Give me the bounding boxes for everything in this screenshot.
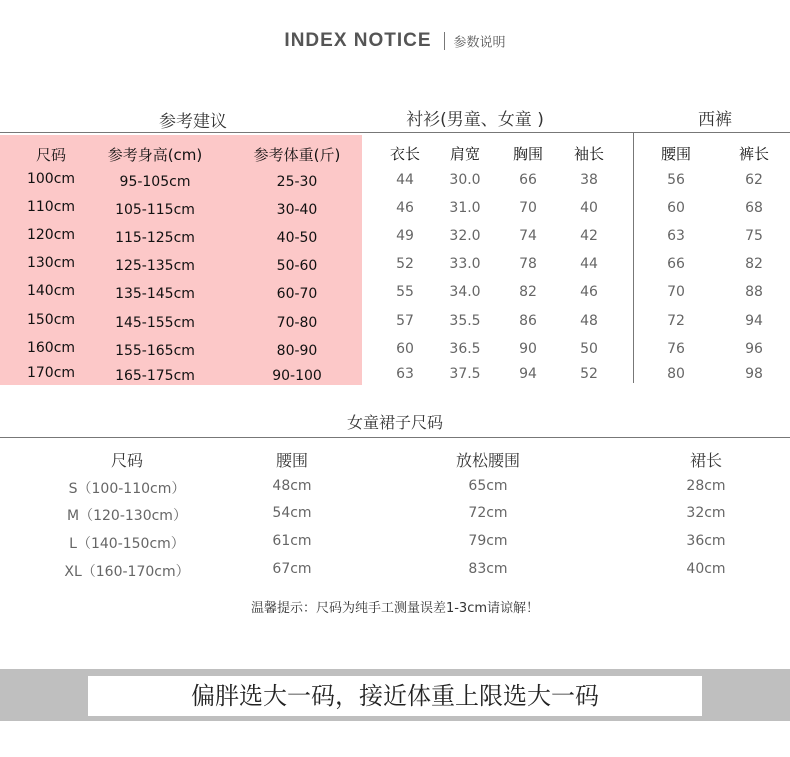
table-cell: 70 [667,284,685,300]
table-cell: 30-40 [276,202,318,218]
table-cell: 52 [396,256,414,272]
table-cell: 125-135cm [115,258,195,274]
table-cell: 46 [580,284,598,300]
group-header-shirt: 衬衫(男童、女童 ) [406,110,544,130]
table-cell: 60 [396,341,414,357]
skirt-top-rule [0,437,790,438]
skirt-cell: 32cm [686,505,726,521]
table-cell: 57 [396,313,414,329]
table-cell: 66 [519,172,537,188]
skirt-cell: 65cm [468,478,508,494]
table-top-rule [0,132,790,133]
header-divider [444,32,445,50]
table-cell: 68 [745,200,763,216]
table-cell: 25-30 [276,174,318,190]
skirt-cell: 36cm [686,533,726,549]
skirt-column-header: 尺码 [110,451,143,470]
column-header: 参考身高(cm) [107,146,203,164]
table-cell: 66 [667,256,685,272]
table-cell: 110cm [26,199,76,215]
table-cell: 60 [667,200,685,216]
table-cell: 94 [519,366,537,382]
skirt-column-header: 放松腰围 [455,451,520,470]
table-cell: 70 [519,200,537,216]
table-cell: 94 [745,313,763,329]
table-cell: 95-105cm [119,174,191,190]
table-cell: 46 [396,200,414,216]
table-cell: 37.5 [449,366,481,382]
skirt-cell: M（120-130cm） [67,508,187,524]
table-cell: 105-115cm [115,202,195,218]
table-cell: 60-70 [276,286,318,302]
skirt-column-header: 裙长 [689,451,722,470]
table-cell: 160cm [26,340,76,356]
table-cell: 63 [667,228,685,244]
table-cell: 155-165cm [115,343,195,359]
table-cell: 140cm [26,283,76,299]
skirt-cell: S（100-110cm） [68,481,186,497]
skirt-cell: 54cm [272,505,312,521]
skirt-cell: 61cm [272,533,312,549]
table-cell: 86 [519,313,537,329]
table-cell: 115-125cm [115,230,195,246]
table-cell: 78 [519,256,537,272]
column-header: 肩宽 [449,145,480,163]
header-title-cn: 参数说明 [453,35,506,51]
table-cell: 72 [667,313,685,329]
skirt-cell: 48cm [272,478,312,494]
table-cell: 52 [580,366,598,382]
table-cell: 63 [396,366,414,382]
skirt-column-header: 腰围 [275,451,308,470]
table-cell: 62 [745,172,763,188]
table-cell: 40 [580,200,598,216]
column-header: 尺码 [35,146,66,164]
table-cell: 38 [580,172,598,188]
column-header: 胸围 [512,145,543,163]
skirt-cell: 83cm [468,561,508,577]
table-cell: 75 [745,228,763,244]
column-header: 袖长 [573,145,604,163]
table-cell: 31.0 [449,200,481,216]
table-cell: 55 [396,284,414,300]
table-cell: 50-60 [276,258,318,274]
skirt-title: 女童裙子尺码 [346,413,443,432]
column-header: 参考体重(斤) [253,146,341,164]
table-cell: 135-145cm [115,286,195,302]
skirt-cell: L（140-150cm） [69,536,185,552]
table-cell: 56 [667,172,685,188]
table-cell: 165-175cm [115,368,195,384]
group-header-pants: 西裤 [698,110,732,130]
table-cell: 34.0 [449,284,481,300]
table-cell: 33.0 [449,256,481,272]
table-cell: 44 [396,172,414,188]
table-cell: 48 [580,313,598,329]
skirt-cell: 79cm [468,533,508,549]
table-cell: 36.5 [449,341,481,357]
column-header: 腰围 [660,145,691,163]
table-cell: 150cm [26,312,76,328]
table-cell: 82 [519,284,537,300]
table-cell: 50 [580,341,598,357]
table-cell: 42 [580,228,598,244]
table-cell: 90 [519,341,537,357]
table-cell: 44 [580,256,598,272]
table-cell: 80-90 [276,343,318,359]
table-cell: 90-100 [272,368,322,384]
table-cell: 74 [519,228,537,244]
skirt-cell: XL（160-170cm） [64,564,190,580]
table-cell: 96 [745,341,763,357]
table-cell: 32.0 [449,228,481,244]
table-cell: 30.0 [449,172,481,188]
skirt-cell: 40cm [686,561,726,577]
table-cell: 130cm [26,255,76,271]
table-cell: 145-155cm [115,315,195,331]
table-cell: 98 [745,366,763,382]
table-cell: 76 [667,341,685,357]
page-header [0,30,790,58]
table-cell: 170cm [26,365,76,381]
group-header-reference: 参考建议 [159,112,227,132]
table-cell: 70-80 [276,315,318,331]
table-cell: 40-50 [276,230,318,246]
skirt-cell: 67cm [272,561,312,577]
size-advice-banner: 偏胖选大一码，接近体重上限选大一码 [88,676,702,716]
column-header: 衣长 [389,145,420,163]
skirt-cell: 28cm [686,478,726,494]
column-header: 裤长 [738,145,769,163]
table-cell: 35.5 [449,313,481,329]
table-cell: 88 [745,284,763,300]
table-cell: 49 [396,228,414,244]
skirt-cell: 72cm [468,505,508,521]
table-cell: 120cm [26,227,76,243]
table-cell: 80 [667,366,685,382]
header-title-en: INDEX NOTICE [284,30,432,51]
measurement-note: 温馨提示：尺码为纯手工测量误差1-3cm请谅解！ [250,601,540,616]
table-cell: 100cm [26,171,76,187]
table-cell: 82 [745,256,763,272]
